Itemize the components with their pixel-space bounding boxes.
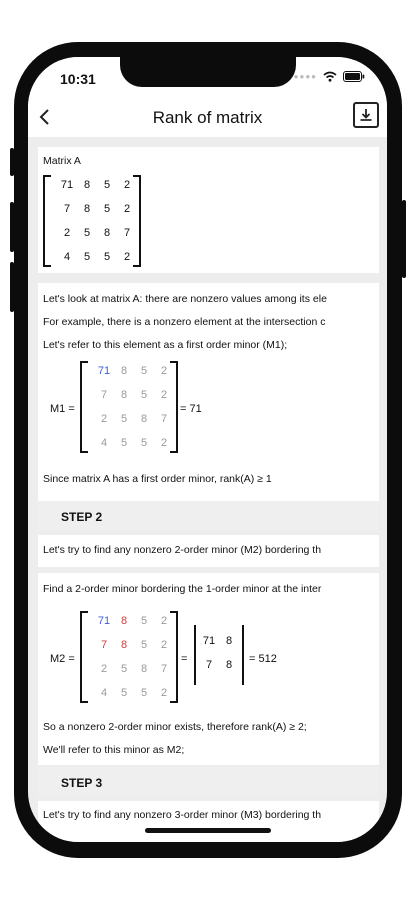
matrix-cell: 5 — [140, 389, 148, 401]
matrix-cell: 8 — [140, 663, 148, 675]
matrix-cell: 8 — [83, 203, 91, 215]
step1-line: Let's look at matrix A: there are nonzero values among its ele — [43, 293, 327, 305]
det-cell: 7 — [205, 659, 213, 671]
battery-icon — [343, 71, 365, 82]
matrix-cell: 2 — [160, 437, 168, 449]
matrix-cell: 4 — [100, 437, 108, 449]
matrix-cell: 2 — [100, 413, 108, 425]
det-cell: 71 — [202, 635, 216, 647]
matrix-cell: 8 — [120, 639, 128, 651]
step1-card — [38, 283, 379, 501]
step2-header — [38, 501, 379, 531]
power-button — [402, 200, 406, 278]
matrix-cell: 2 — [100, 663, 108, 675]
matrix-cell: 7 — [63, 203, 71, 215]
m2-result: = 512 — [249, 653, 277, 665]
matrix-cell: 7 — [160, 663, 168, 675]
step2-intro-card — [38, 535, 379, 567]
nav-bar — [28, 97, 387, 137]
matrix-cell: 2 — [123, 179, 131, 191]
m1-matrix — [80, 361, 178, 453]
status-time: 10:31 — [60, 71, 96, 87]
status-icons — [294, 71, 365, 82]
matrix-cell: 2 — [123, 203, 131, 215]
matrix-cell: 8 — [120, 389, 128, 401]
m1-label: M1 = — [50, 403, 75, 415]
matrix-cell: 7 — [123, 227, 131, 239]
matrix-cell: 2 — [160, 639, 168, 651]
matrix-cell: 8 — [120, 365, 128, 377]
notch — [120, 57, 296, 87]
app-screen — [28, 57, 387, 842]
step2-detail-line: Find a 2-order minor bordering the 1-order minor at the inter — [43, 583, 322, 595]
step2-conclusion: So a nonzero 2-order minor exists, therefore rank(A) ≥ 2; — [43, 721, 307, 733]
step2-card — [38, 573, 379, 765]
m1-result: = 71 — [180, 403, 202, 415]
matrix-cell: 2 — [63, 227, 71, 239]
matrix-cell: 71 — [97, 365, 111, 377]
matrix-cell: 5 — [83, 227, 91, 239]
matrix-cell: 2 — [160, 687, 168, 699]
matrix-cell: 5 — [120, 687, 128, 699]
matrix-cell: 2 — [160, 365, 168, 377]
matrix-cell: 5 — [120, 663, 128, 675]
matrix-cell: 5 — [140, 365, 148, 377]
matrix-cell: 5 — [140, 639, 148, 651]
matrix-cell: 7 — [100, 389, 108, 401]
matrix-cell: 71 — [60, 179, 74, 191]
matrix-cell: 5 — [140, 437, 148, 449]
matrix-cell: 7 — [100, 639, 108, 651]
m2-label: M2 = — [50, 653, 75, 665]
step3-header — [38, 767, 379, 797]
matrix-cell: 5 — [103, 251, 111, 263]
m2-matrix — [80, 611, 178, 703]
det-cell: 8 — [225, 635, 233, 647]
step2-note: We'll refer to this minor as M2; — [43, 744, 185, 756]
matrix-a-card — [38, 147, 379, 273]
home-indicator[interactable] — [145, 828, 271, 833]
m2-equals: = — [181, 653, 188, 665]
step1-line: For example, there is a nonzero element at the intersection c — [43, 316, 326, 328]
m2-determinant — [194, 625, 244, 685]
step1-line: Let's refer to this element as a first order minor (M1); — [43, 339, 288, 351]
step3-intro-card — [38, 801, 379, 842]
step3-line: Let's try to find any nonzero 3-order minor (M3) bordering th — [43, 809, 322, 821]
step3-title: STEP 3 — [61, 776, 103, 790]
matrix-cell: 5 — [120, 413, 128, 425]
matrix-a — [43, 175, 141, 267]
matrix-cell: 5 — [140, 687, 148, 699]
matrix-cell: 5 — [103, 203, 111, 215]
matrix-cell: 4 — [63, 251, 71, 263]
matrix-cell: 7 — [160, 413, 168, 425]
download-button[interactable] — [353, 102, 379, 128]
matrix-cell: 2 — [123, 251, 131, 263]
wifi-icon — [323, 71, 337, 82]
det-cell: 8 — [225, 659, 233, 671]
matrix-cell: 8 — [83, 179, 91, 191]
matrix-a-label: Matrix A — [43, 155, 81, 167]
matrix-cell: 2 — [160, 615, 168, 627]
matrix-cell: 71 — [97, 615, 111, 627]
matrix-cell: 5 — [140, 615, 148, 627]
step2-title: STEP 2 — [61, 510, 103, 524]
signal-icon: ●●●● — [293, 72, 317, 81]
matrix-cell: 5 — [120, 437, 128, 449]
matrix-cell: 5 — [83, 251, 91, 263]
download-icon — [359, 108, 373, 122]
matrix-cell: 8 — [103, 227, 111, 239]
matrix-cell: 4 — [100, 687, 108, 699]
matrix-cell: 8 — [140, 413, 148, 425]
page-title: Rank of matrix — [152, 108, 263, 127]
matrix-cell: 2 — [160, 389, 168, 401]
matrix-cell: 8 — [120, 615, 128, 627]
matrix-cell: 5 — [103, 179, 111, 191]
step2-line: Let's try to find any nonzero 2-order minor (M2) bordering th — [43, 544, 322, 556]
step1-conclusion: Since matrix A has a first order minor, rank(A) ≥ 1 — [43, 473, 272, 485]
